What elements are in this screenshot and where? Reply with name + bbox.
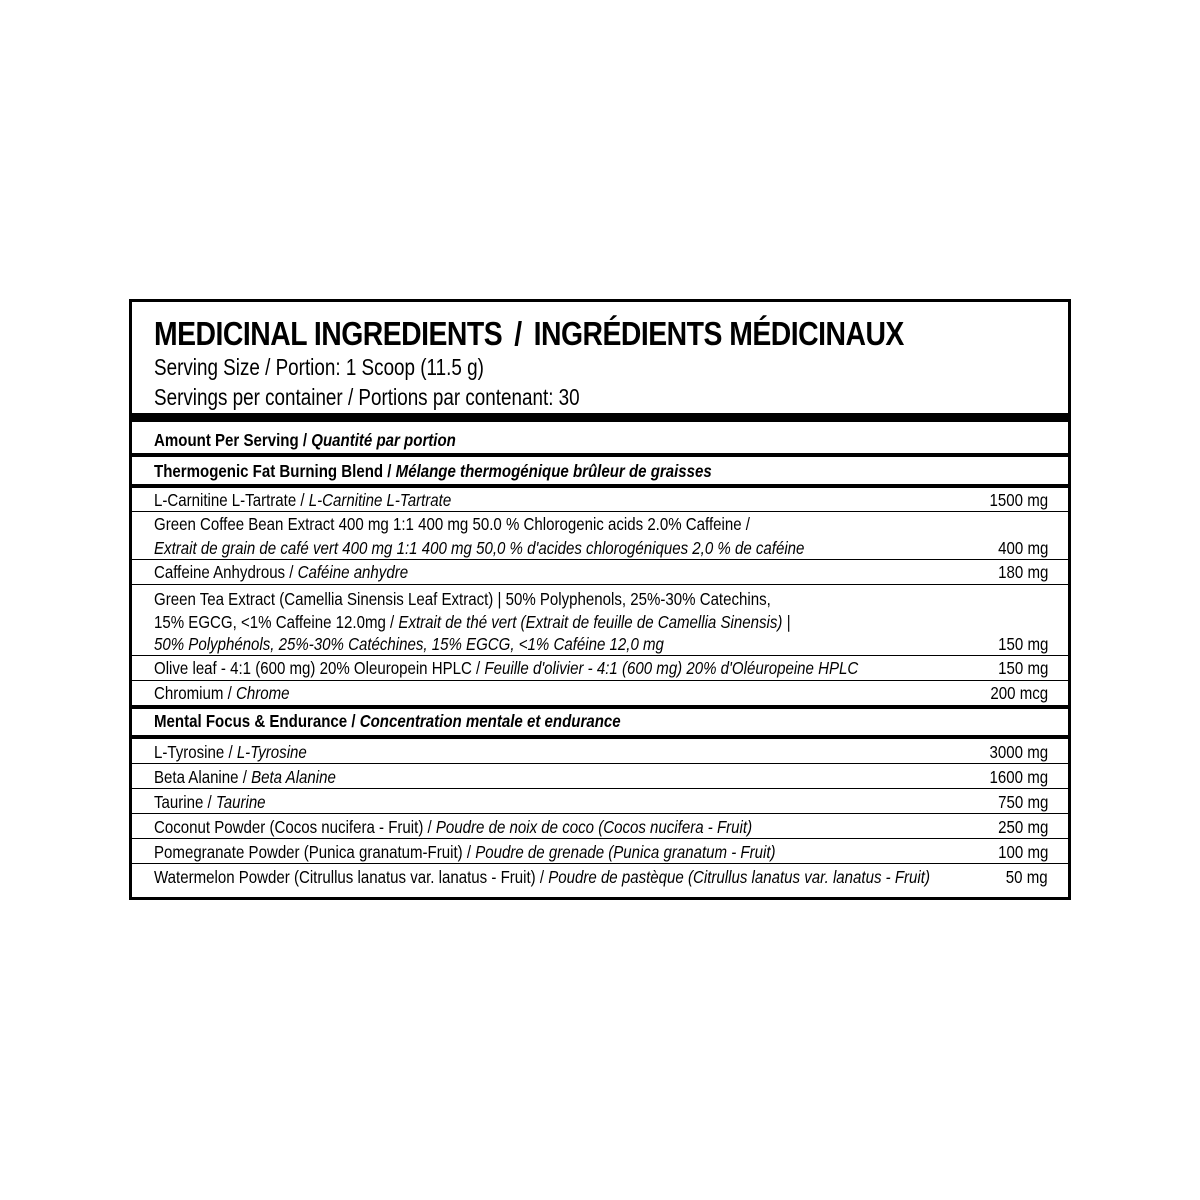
ingredient-amount: 400 mg xyxy=(997,538,1048,558)
ingredient-name-fr: Poudre de noix de coco (Cocos nucifera - Fruit) xyxy=(435,817,753,837)
ingredient-row xyxy=(132,789,1068,814)
ingredient-name-en: L-Tyrosine / xyxy=(154,742,237,762)
ingredient-row xyxy=(132,681,1068,709)
ingredient-name-en: Green Coffee Bean Extract 400 mg 1:1 400 mg 50.0 % Chlorogenic acids 2.0% Caffeine / xyxy=(154,514,750,534)
ingredient-name-fr: Taurine xyxy=(215,792,266,812)
ingredient-amount: 250 mg xyxy=(997,817,1048,837)
amount-header-sep: / xyxy=(298,430,312,450)
ingredient-name-en: Pomegranate Powder (Punica granatum-Fruit) / xyxy=(154,842,476,862)
ingredient-name-en: Watermelon Powder (Citrullus lanatus var. lanatus - Fruit) / xyxy=(154,867,549,887)
ingredient-row xyxy=(132,839,1068,864)
servings-per-container: Servings per container / Portions par contenant: 30 xyxy=(154,384,580,410)
ingredient-row xyxy=(132,739,1068,764)
ingredient-name-en: Coconut Powder (Cocos nucifera - Fruit) / xyxy=(154,817,436,837)
section-header-thermogenic xyxy=(132,457,1068,488)
ingredient-amount: 150 mg xyxy=(997,634,1048,654)
ingredient-table xyxy=(132,422,1068,889)
section-title-fr: Concentration mentale et endurance xyxy=(359,711,621,731)
panel-header xyxy=(132,302,1068,422)
amount-header-fr: Quantité par portion xyxy=(311,430,456,450)
panel-title xyxy=(154,315,904,353)
title-separator: / xyxy=(514,315,522,352)
ingredient-name-en: Taurine / xyxy=(154,792,216,812)
ingredient-name-fr: Extrait de grain de café vert 400 mg 1:1 400 mg 50,0 % d'acides chlorogéniques 2,0 % de caféine xyxy=(154,538,805,558)
ingredient-name-en: Beta Alanine / xyxy=(154,767,252,787)
ingredient-name-en-cont: 15% EGCG, <1% Caffeine 12.0mg / xyxy=(154,612,399,632)
ingredient-amount: 1500 mg xyxy=(989,490,1048,510)
ingredient-name-en: Caffeine Anhydrous / xyxy=(154,562,298,582)
serving-size: Serving Size / Portion: 1 Scoop (11.5 g) xyxy=(154,354,484,380)
section-header-mental xyxy=(132,709,1068,739)
title-french: INGRÉDIENTS MÉDICINAUX xyxy=(533,315,904,352)
ingredient-name-fr: Poudre de grenade (Punica granatum - Fruit) xyxy=(475,842,776,862)
ingredient-name-fr: Chrome xyxy=(235,683,290,703)
ingredient-name-en: Green Tea Extract (Camellia Sinensis Leaf Extract) | 50% Polyphenols, 25%-30% Catechins, xyxy=(154,589,771,609)
ingredient-name-fr: Beta Alanine xyxy=(251,767,336,787)
ingredients-panel xyxy=(129,299,1071,900)
ingredient-amount: 100 mg xyxy=(997,842,1048,862)
section-title-sep: / xyxy=(383,461,396,481)
ingredient-amount: 750 mg xyxy=(997,792,1048,812)
ingredient-amount: 1600 mg xyxy=(989,767,1048,787)
ingredient-row xyxy=(132,814,1068,839)
amount-header-en: Amount Per Serving xyxy=(154,430,299,450)
ingredient-name-en: L-Carnitine L-Tartrate / xyxy=(154,490,309,510)
section-title-fr: Mélange thermogénique brûleur de graisses xyxy=(395,461,712,481)
amount-per-serving-row xyxy=(132,422,1068,457)
ingredient-row xyxy=(132,512,1068,560)
ingredient-amount: 200 mcg xyxy=(990,683,1048,703)
ingredient-amount: 150 mg xyxy=(997,658,1048,678)
ingredient-amount: 50 mg xyxy=(1006,867,1048,887)
section-title-en: Mental Focus & Endurance xyxy=(154,711,348,731)
ingredient-row xyxy=(132,864,1068,889)
ingredient-amount: 180 mg xyxy=(997,562,1048,582)
section-title-en: Thermogenic Fat Burning Blend xyxy=(154,461,384,481)
ingredient-row xyxy=(132,764,1068,789)
ingredient-name-fr: Feuille d'olivier - 4:1 (600 mg) 20% d'Oléuropeine HPLC xyxy=(484,658,859,678)
ingredient-name-en: Olive leaf - 4:1 (600 mg) 20% Oleuropein HPLC / xyxy=(154,658,485,678)
ingredient-row xyxy=(132,560,1068,585)
ingredient-amount: 3000 mg xyxy=(989,742,1048,762)
ingredient-row xyxy=(132,585,1068,656)
ingredient-name-en: Chromium / xyxy=(154,683,236,703)
section-title-sep: / xyxy=(347,711,360,731)
ingredient-name-fr: L-Tyrosine xyxy=(236,742,307,762)
ingredient-row xyxy=(132,656,1068,681)
ingredient-row xyxy=(132,488,1068,512)
ingredient-name-fr-cont: 50% Polyphénols, 25%-30% Catéchines, 15% EGCG, <1% Caféine 12,0 mg xyxy=(154,634,664,654)
ingredient-name-fr: Caféine anhydre xyxy=(297,562,409,582)
title-english: MEDICINAL INGREDIENTS xyxy=(154,315,503,352)
ingredient-name-fr: Extrait de thé vert (Extrait de feuille de Camellia Sinensis) | xyxy=(398,612,791,632)
ingredient-name-fr: Poudre de pastèque (Citrullus lanatus var. lanatus - Fruit) xyxy=(548,867,930,887)
ingredient-name-fr: L-Carnitine L-Tartrate xyxy=(308,490,452,510)
